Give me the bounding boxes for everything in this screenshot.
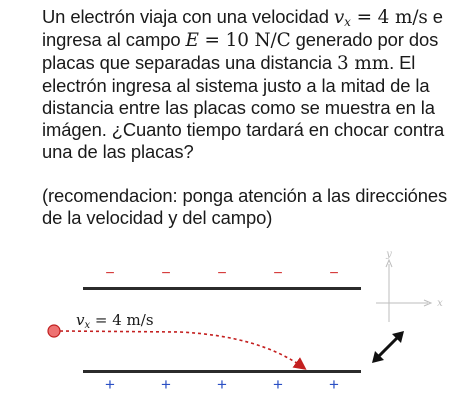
- axes: [376, 249, 443, 322]
- negative-charge: −: [105, 265, 115, 282]
- x-axis-label: x: [437, 298, 443, 309]
- top-plate: [83, 287, 361, 290]
- electron-trajectory: [60, 331, 304, 368]
- problem-line-3: . El electrón ingresa al sistema justo a la mitad de la distancia entre las placas como se muestra en la imágen. ¿Cuanto tiempo tardará en chocar contra una de las placas?: [42, 52, 445, 162]
- y-axis-label: y: [386, 249, 392, 260]
- bottom-charges: [105, 375, 339, 394]
- positive-charge: +: [329, 375, 339, 394]
- positive-charge: +: [105, 375, 115, 394]
- bottom-plate: [83, 370, 361, 373]
- negative-charge: −: [273, 265, 283, 282]
- velocity-expression: $v_x = 4$ m/s: [333, 7, 428, 29]
- negative-charge: −: [161, 265, 171, 282]
- expand-arrows-icon[interactable]: [372, 331, 404, 363]
- plates-diagram-svg: [0, 240, 474, 409]
- positive-charge: +: [273, 375, 283, 394]
- top-charges: [105, 265, 338, 282]
- field-expression: E = 10 N/C: [185, 30, 291, 51]
- electron: [48, 325, 60, 337]
- recommendation-note: (recomendacion: ponga atención a las direcciónes de la velocidad y del campo): [42, 185, 448, 228]
- figure-diagram: [0, 240, 474, 409]
- positive-charge: +: [161, 375, 171, 394]
- problem-line-2: e ingresa al campo: [42, 6, 443, 50]
- problem-text: [42, 6, 462, 163]
- positive-charge: +: [217, 375, 227, 394]
- negative-charge: −: [217, 265, 227, 282]
- problem-line-2-post: generado por dos placas que separadas una distancia: [42, 29, 439, 73]
- problem-line-1: Un electrón viaja con una velocidad: [42, 6, 334, 27]
- velocity-label: $v_x = 4$ m/s: [76, 311, 154, 331]
- problem-statement: [42, 6, 462, 229]
- distance-expression: 3 mm: [337, 53, 390, 74]
- negative-charge: −: [329, 265, 339, 282]
